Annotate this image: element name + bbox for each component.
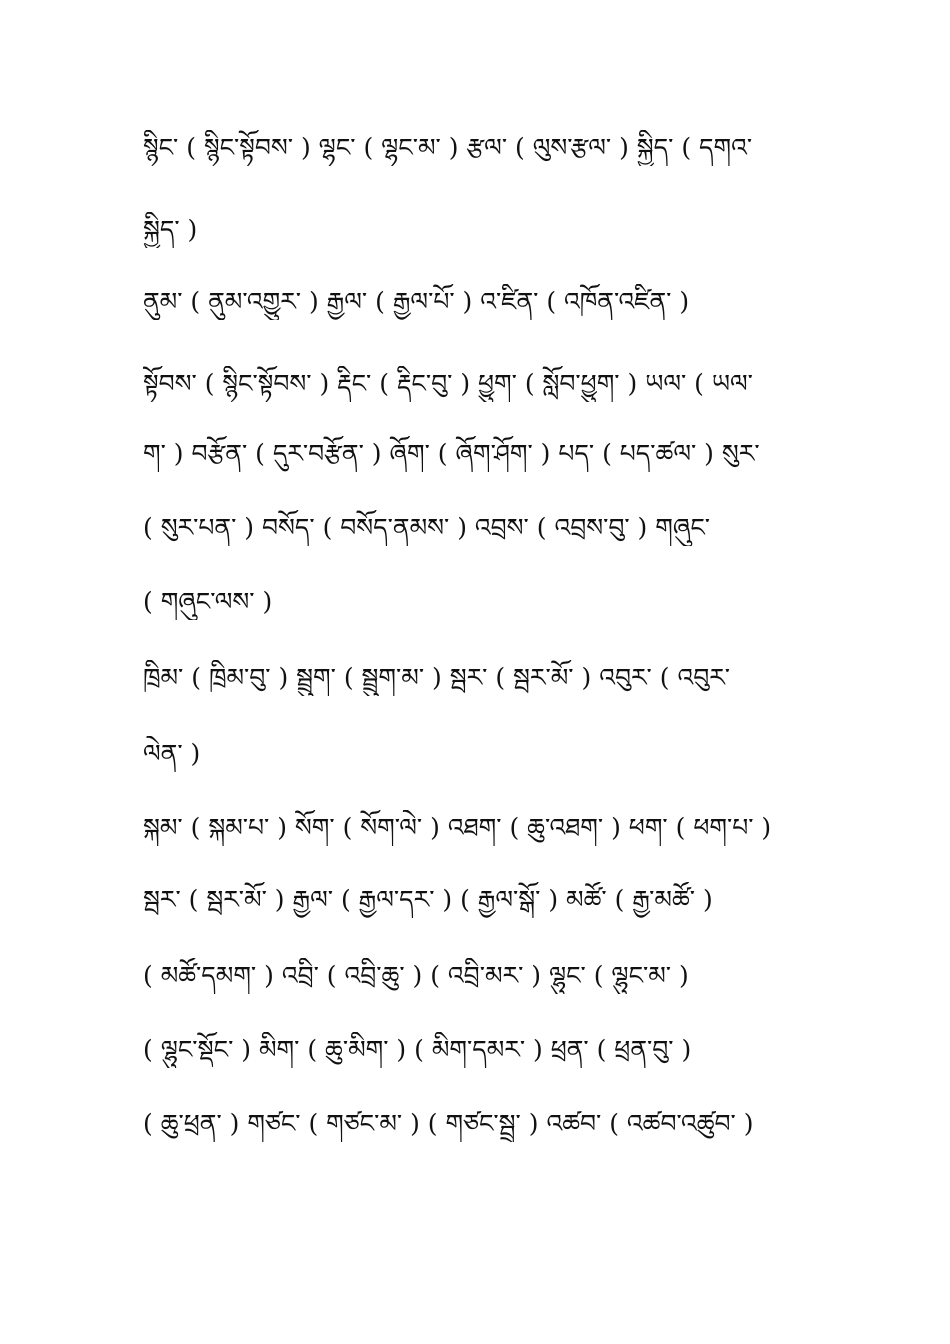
text-line-2: སྐྱིད་ ) bbox=[143, 215, 198, 244]
text-line-3: ནུམ་ ( ནུམ་འགྱུར་ ) རྒྱལ་ ( རྒྱལ་པོ་ ) འ་ཛིན་ ( འཁོན་འཛིན་ ) bbox=[143, 287, 690, 316]
text-line-5: ག་ ) བརྩོན་ ( དུར་བརྩོན་ ) ཞོག་ ( ཞོག་ཤོག་ ) པད་ ( པད་ཚལ་ ) སུར་ bbox=[143, 439, 760, 468]
text-line-10: སྐམ་ ( སྐམ་པ་ ) སོག་ ( སོག་ལེ་ ) འཐག་ ( ཆུ་འཐག་ ) ཕག་ ( ཕག་པ་ ) bbox=[143, 813, 772, 842]
text-line-6: ( སུར་པན་ ) བསོད་ ( བསོད་ནམས་ ) འབྲས་ ( འབྲས་བུ་ ) གཞུང་ bbox=[143, 513, 711, 542]
text-line-11: སྦར་ ( སྦར་མོ་ ) རྒྱལ་ ( རྒྱལ་དར་ ) ( རྒྱལ་སྒོ་ ) མཚོ་ ( རྒྱ་མཚོ་ ) bbox=[143, 885, 713, 914]
text-line-9: ལེན་ ) bbox=[143, 739, 201, 768]
text-line-13: ( ལྷུང་སྡོང་ ) མིག་ ( ཆུ་མིག་ ) ( མིག་དམར་ ) ཕྲན་ ( ཕྲན་བུ་ ) bbox=[143, 1035, 692, 1064]
text-line-14: ( ཆུ་ཕྲན་ ) གཙང་ ( གཙང་མ་ ) ( གཙང་སྦྲ་ ) འཚབ་ ( འཚབ་འཚུབ་ ) bbox=[143, 1109, 754, 1138]
text-line-1: སྙིང་ ( སྙིང་སྟོབས་ ) ལྷང་ ( ལྷང་མ་ ) རྩལ་ ( ལུས་རྩལ་ ) སྐྱིད་ ( དགའ་ bbox=[143, 133, 753, 162]
text-line-8: ཁྲིམ་ ( ཁྲིམ་བུ་ ) སྦྲུག་ ( སྦྲུག་མ་ ) སྦར་ ( སྦར་མོ་ ) འབུར་ ( འབུར་ bbox=[143, 663, 731, 692]
text-line-7: ( གཞུང་ལས་ ) bbox=[143, 587, 273, 616]
text-line-4: སྟོབས་ ( སྙིང་སྟོབས་ ) རྡིང་ ( རྡིང་བུ་ ) ཕྱུག་ ( སློབ་ཕྱུག་ ) ཡལ་ ( ཡལ་ bbox=[143, 369, 753, 398]
text-line-12: ( མཚོ་དམག་ ) འབྲི་ ( འབྲི་ཆུ་ ) ( འབྲི་མར་ ) ལྷུང་ ( ལྷུང་མ་ ) bbox=[143, 961, 689, 990]
